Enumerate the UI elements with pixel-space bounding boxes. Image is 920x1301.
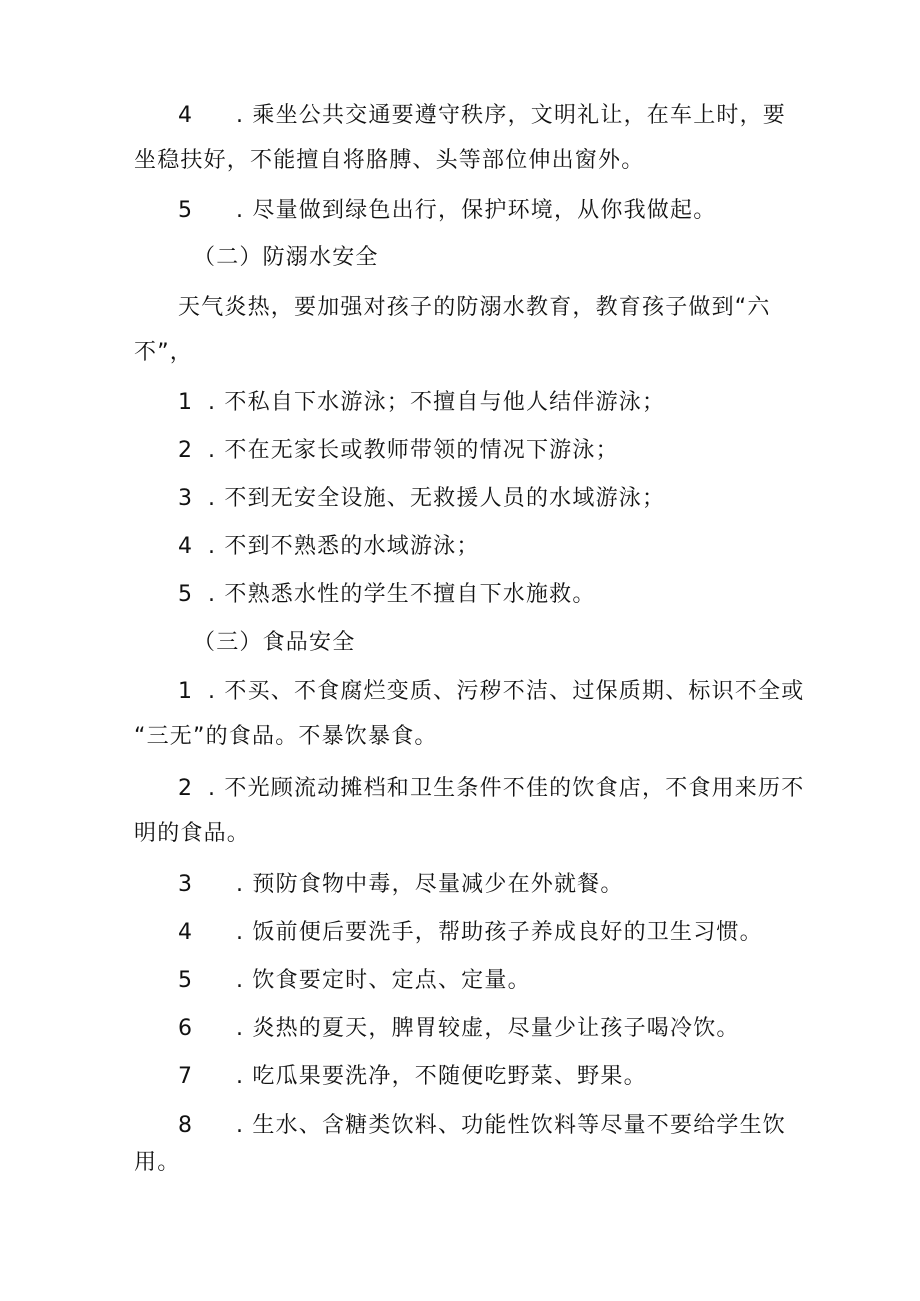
swim-item-4 [178,532,480,562]
food-item-7 [178,1062,647,1092]
item-number: 5 [178,968,194,993]
item-text: . 不熟悉水性的学生不擅自下水施救。 [208,582,596,607]
traffic-item-4-line-1 [178,101,786,131]
item-text: . 不光顾流动摊档和卫生条件不佳的饮食店，不食用来历不 [208,776,805,801]
swim-item-3 [178,484,665,514]
item-text: . 饮食要定时、定点、定量。 [236,968,531,993]
food-item-4 [178,918,763,948]
food-item-2-line-1 [178,774,804,804]
item-text: . 乘坐公共交通要遵守秩序，文明礼让，在车上时，要 [236,103,786,128]
item-text: . 生水、含糖类饮料、功能性饮料等尽量不要给学生饮 [236,1113,786,1138]
swim-intro-line-1: 天气炎热，要加强对孩子的防溺水教育，教育孩子做到“六 [178,295,771,320]
item-number: 4 [178,103,194,128]
traffic-item-4-line-2: 坐稳扶好，不能擅自将胳膊、头等部位伸出窗外。 [134,148,645,173]
item-number: 3 [178,872,194,897]
item-number: 3 [178,486,194,511]
food-item-1-line-2: “三无”的食品。不暴饮暴食。 [134,724,438,749]
swim-item-5 [178,580,596,610]
food-item-6 [178,1014,740,1044]
item-text: . 不到不熟悉的水域游泳； [208,534,480,559]
item-number: 5 [178,198,194,223]
item-number: 5 [178,582,194,607]
item-number: 4 [178,534,194,559]
food-item-1-line-1 [178,677,804,707]
item-text: . 预防食物中毒，尽量减少在外就餐。 [236,872,624,897]
item-text: . 尽量做到绿色出行，保护环境，从你我做起。 [236,198,717,223]
food-item-3 [178,870,624,900]
item-number: 2 [178,438,194,463]
item-text: . 炎热的夏天，脾胃较虚，尽量少让孩子喝冷饮。 [236,1016,740,1041]
item-number: 7 [178,1064,194,1089]
food-item-2-line-2: 明的食品。 [134,821,251,846]
item-number: 1 [178,390,194,415]
food-item-5 [178,966,531,996]
item-number: 6 [178,1016,194,1041]
item-text: . 吃瓜果要洗净，不随便吃野菜、野果。 [236,1064,647,1089]
item-number: 4 [178,920,194,945]
item-number: 8 [178,1113,194,1138]
item-text: . 饭前便后要洗手，帮助孩子养成良好的卫生习惯。 [236,920,763,945]
item-number: 1 [178,679,194,704]
section-heading-swim: （二）防溺水安全 [193,245,379,270]
item-text: . 不在无家长或教师带领的情况下游泳； [208,438,619,463]
traffic-item-5 [178,196,716,226]
food-item-8-line-1 [178,1111,786,1141]
swim-item-2 [178,436,619,466]
swim-intro-line-2: 不”， [134,340,193,365]
item-text: . 不私自下水游泳；不擅自与他人结伴游泳； [208,390,666,415]
item-text: . 不到无安全设施、无救援人员的水域游泳； [208,486,666,511]
section-heading-food: （三）食品安全 [193,630,356,655]
item-number: 2 [178,776,194,801]
item-text: . 不买、不食腐烂变质、污秽不洁、过保质期、标识不全或 [208,679,805,704]
food-item-8-line-2: 用。 [134,1150,181,1175]
swim-item-1 [178,388,665,418]
